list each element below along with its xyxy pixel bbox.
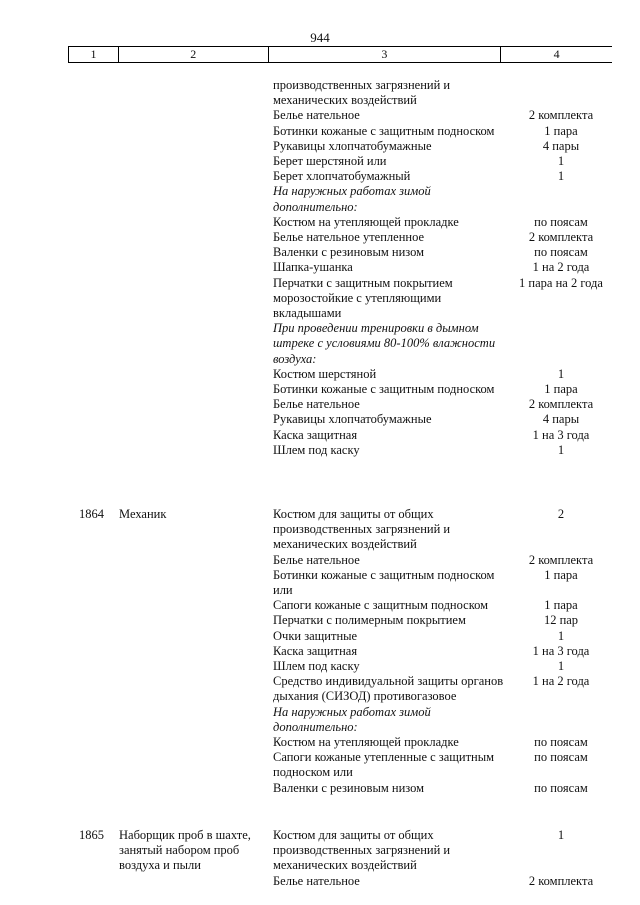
item-quantity: 1 пара (544, 567, 578, 582)
item-name: При проведении тренировки в дымном штреке с условиями 80-100% влажности воздуха: (273, 321, 496, 366)
item-name: Средство индивидуальной защиты органов дыхания (СИЗОД) противогазовое (273, 674, 504, 704)
list-item (273, 598, 613, 613)
list-item (273, 828, 613, 874)
item-quantity: 1 на 3 года (532, 643, 590, 658)
list-item (273, 215, 613, 230)
item-quantity: 1 пара (544, 382, 578, 397)
entry-items-list (273, 78, 613, 458)
item-quantity: 1 (557, 366, 565, 381)
column-header-1: 1 (69, 47, 119, 62)
list-item (273, 260, 613, 275)
item-name: На наружных работах зимой дополнительно: (273, 704, 431, 734)
list-item (273, 613, 613, 628)
item-quantity: по поясам (534, 750, 588, 765)
item-quantity: 1 на 2 года (532, 674, 590, 689)
item-quantity: 1 (557, 169, 565, 184)
section-note (273, 321, 613, 367)
item-name: Белье нательное (273, 397, 360, 412)
list-item (273, 124, 613, 139)
item-quantity: 2 комплекта (528, 873, 594, 888)
item-name: Берет шерстяной или (273, 154, 387, 169)
list-item (273, 382, 613, 397)
list-item (273, 276, 613, 322)
item-quantity: 1 пара (544, 123, 578, 138)
item-quantity: 4 пары (542, 138, 580, 153)
list-item (273, 735, 613, 750)
list-item (273, 644, 613, 659)
item-name: Каска защитная (273, 427, 358, 442)
column-header-3: 3 (269, 47, 502, 62)
page-number: 944 (310, 30, 330, 45)
list-item (273, 78, 613, 108)
item-quantity: 1 (557, 154, 565, 169)
list-item (273, 154, 613, 169)
entry-profession: Механик (119, 507, 167, 521)
item-quantity: 2 комплекта (528, 552, 594, 567)
item-quantity: по поясам (534, 214, 588, 229)
item-name: Шапка-ушанка (273, 260, 353, 275)
item-name: Шлем под каску (273, 442, 360, 457)
entry-number: 1865 (79, 828, 104, 842)
item-quantity: по поясам (534, 245, 588, 260)
list-item (273, 397, 613, 412)
list-item (273, 629, 613, 644)
entry-items-list (273, 507, 613, 796)
list-item (273, 428, 613, 443)
list-item (273, 507, 613, 553)
item-name: Берет хлопчатобумажный (273, 169, 411, 184)
item-name: Рукавицы хлопчатобумажные (273, 138, 432, 153)
item-quantity: 12 пар (543, 613, 579, 628)
item-name: Шлем под каску (273, 659, 360, 674)
list-item (273, 169, 613, 184)
item-quantity: 1 пара (544, 598, 578, 613)
list-item (273, 139, 613, 154)
list-item (273, 568, 613, 598)
list-item (273, 245, 613, 260)
list-item (273, 674, 613, 704)
column-header-row (68, 46, 612, 63)
item-quantity: 1 (557, 442, 565, 457)
list-item (273, 367, 613, 382)
item-quantity: 1 пара на 2 года (519, 275, 603, 290)
entry-items-list (273, 828, 613, 889)
column-header-4: 4 (553, 47, 560, 61)
item-quantity: 1 (557, 659, 565, 674)
list-item (273, 659, 613, 674)
item-name: Перчатки с защитным покрытием морозостойкие с утепляющими вкладышами (273, 275, 453, 321)
item-name: Очки защитные (273, 628, 358, 643)
item-name: Сапоги кожаные с защитным подноском (273, 598, 489, 613)
item-name: Ботинки кожаные с защитным подноском или (273, 567, 495, 598)
entry-number: 1864 (79, 507, 104, 521)
list-item (273, 443, 613, 458)
list-item (273, 230, 613, 245)
item-quantity: 2 (557, 507, 565, 521)
item-quantity: 1 (557, 628, 565, 643)
section-note (273, 705, 613, 735)
list-item (273, 553, 613, 568)
item-quantity: 2 комплекта (528, 397, 594, 412)
item-quantity: 1 на 3 года (532, 427, 590, 442)
list-item (273, 750, 613, 780)
list-item (273, 412, 613, 427)
item-name: Костюм шерстяной (273, 366, 377, 381)
column-header-2: 2 (119, 47, 269, 62)
item-name: Белье нательное (273, 552, 360, 567)
list-item (273, 108, 613, 123)
item-quantity: 1 на 2 года (532, 260, 590, 275)
item-name: Перчатки с полимерным покрытием (273, 613, 466, 628)
list-item (273, 781, 613, 796)
item-quantity: 2 комплекта (528, 108, 594, 123)
entry-profession: Наборщик проб в шахте, занятый набором проб воздуха и пыли (119, 828, 251, 873)
item-name: Каска защитная (273, 643, 358, 658)
item-name: производственных загрязнений и механических воздействий (273, 78, 451, 108)
item-name: Ботинки кожаные с защитным подноском (273, 123, 495, 138)
item-name: Сапоги кожаные утепленные с защитным подноском или (273, 750, 495, 780)
item-name: Костюм для защиты от общих производственных загрязнений и механических воздействий (273, 507, 451, 552)
item-name: Костюм на утепляющей прокладке (273, 214, 459, 229)
item-quantity: по поясам (534, 735, 588, 750)
item-name: Валенки с резиновым низом (273, 780, 425, 795)
item-name: Костюм на утепляющей прокладке (273, 735, 459, 750)
item-name: Белье нательное утепленное (273, 230, 425, 245)
section-note (273, 184, 613, 214)
item-name: Белье нательное (273, 108, 360, 123)
item-name: Ботинки кожаные с защитным подноском (273, 382, 495, 397)
item-quantity: 4 пары (542, 412, 580, 427)
item-quantity: по поясам (534, 780, 588, 795)
item-quantity: 1 (557, 828, 565, 842)
list-item (273, 874, 613, 889)
item-name: Рукавицы хлопчатобумажные (273, 412, 432, 427)
item-quantity: 2 комплекта (528, 230, 594, 245)
item-name: Костюм для защиты от общих производственных загрязнений и механических воздействий (273, 828, 451, 873)
item-name: Валенки с резиновым низом (273, 245, 425, 260)
item-name: На наружных работах зимой дополнительно: (273, 184, 431, 214)
item-name: Белье нательное (273, 873, 360, 888)
